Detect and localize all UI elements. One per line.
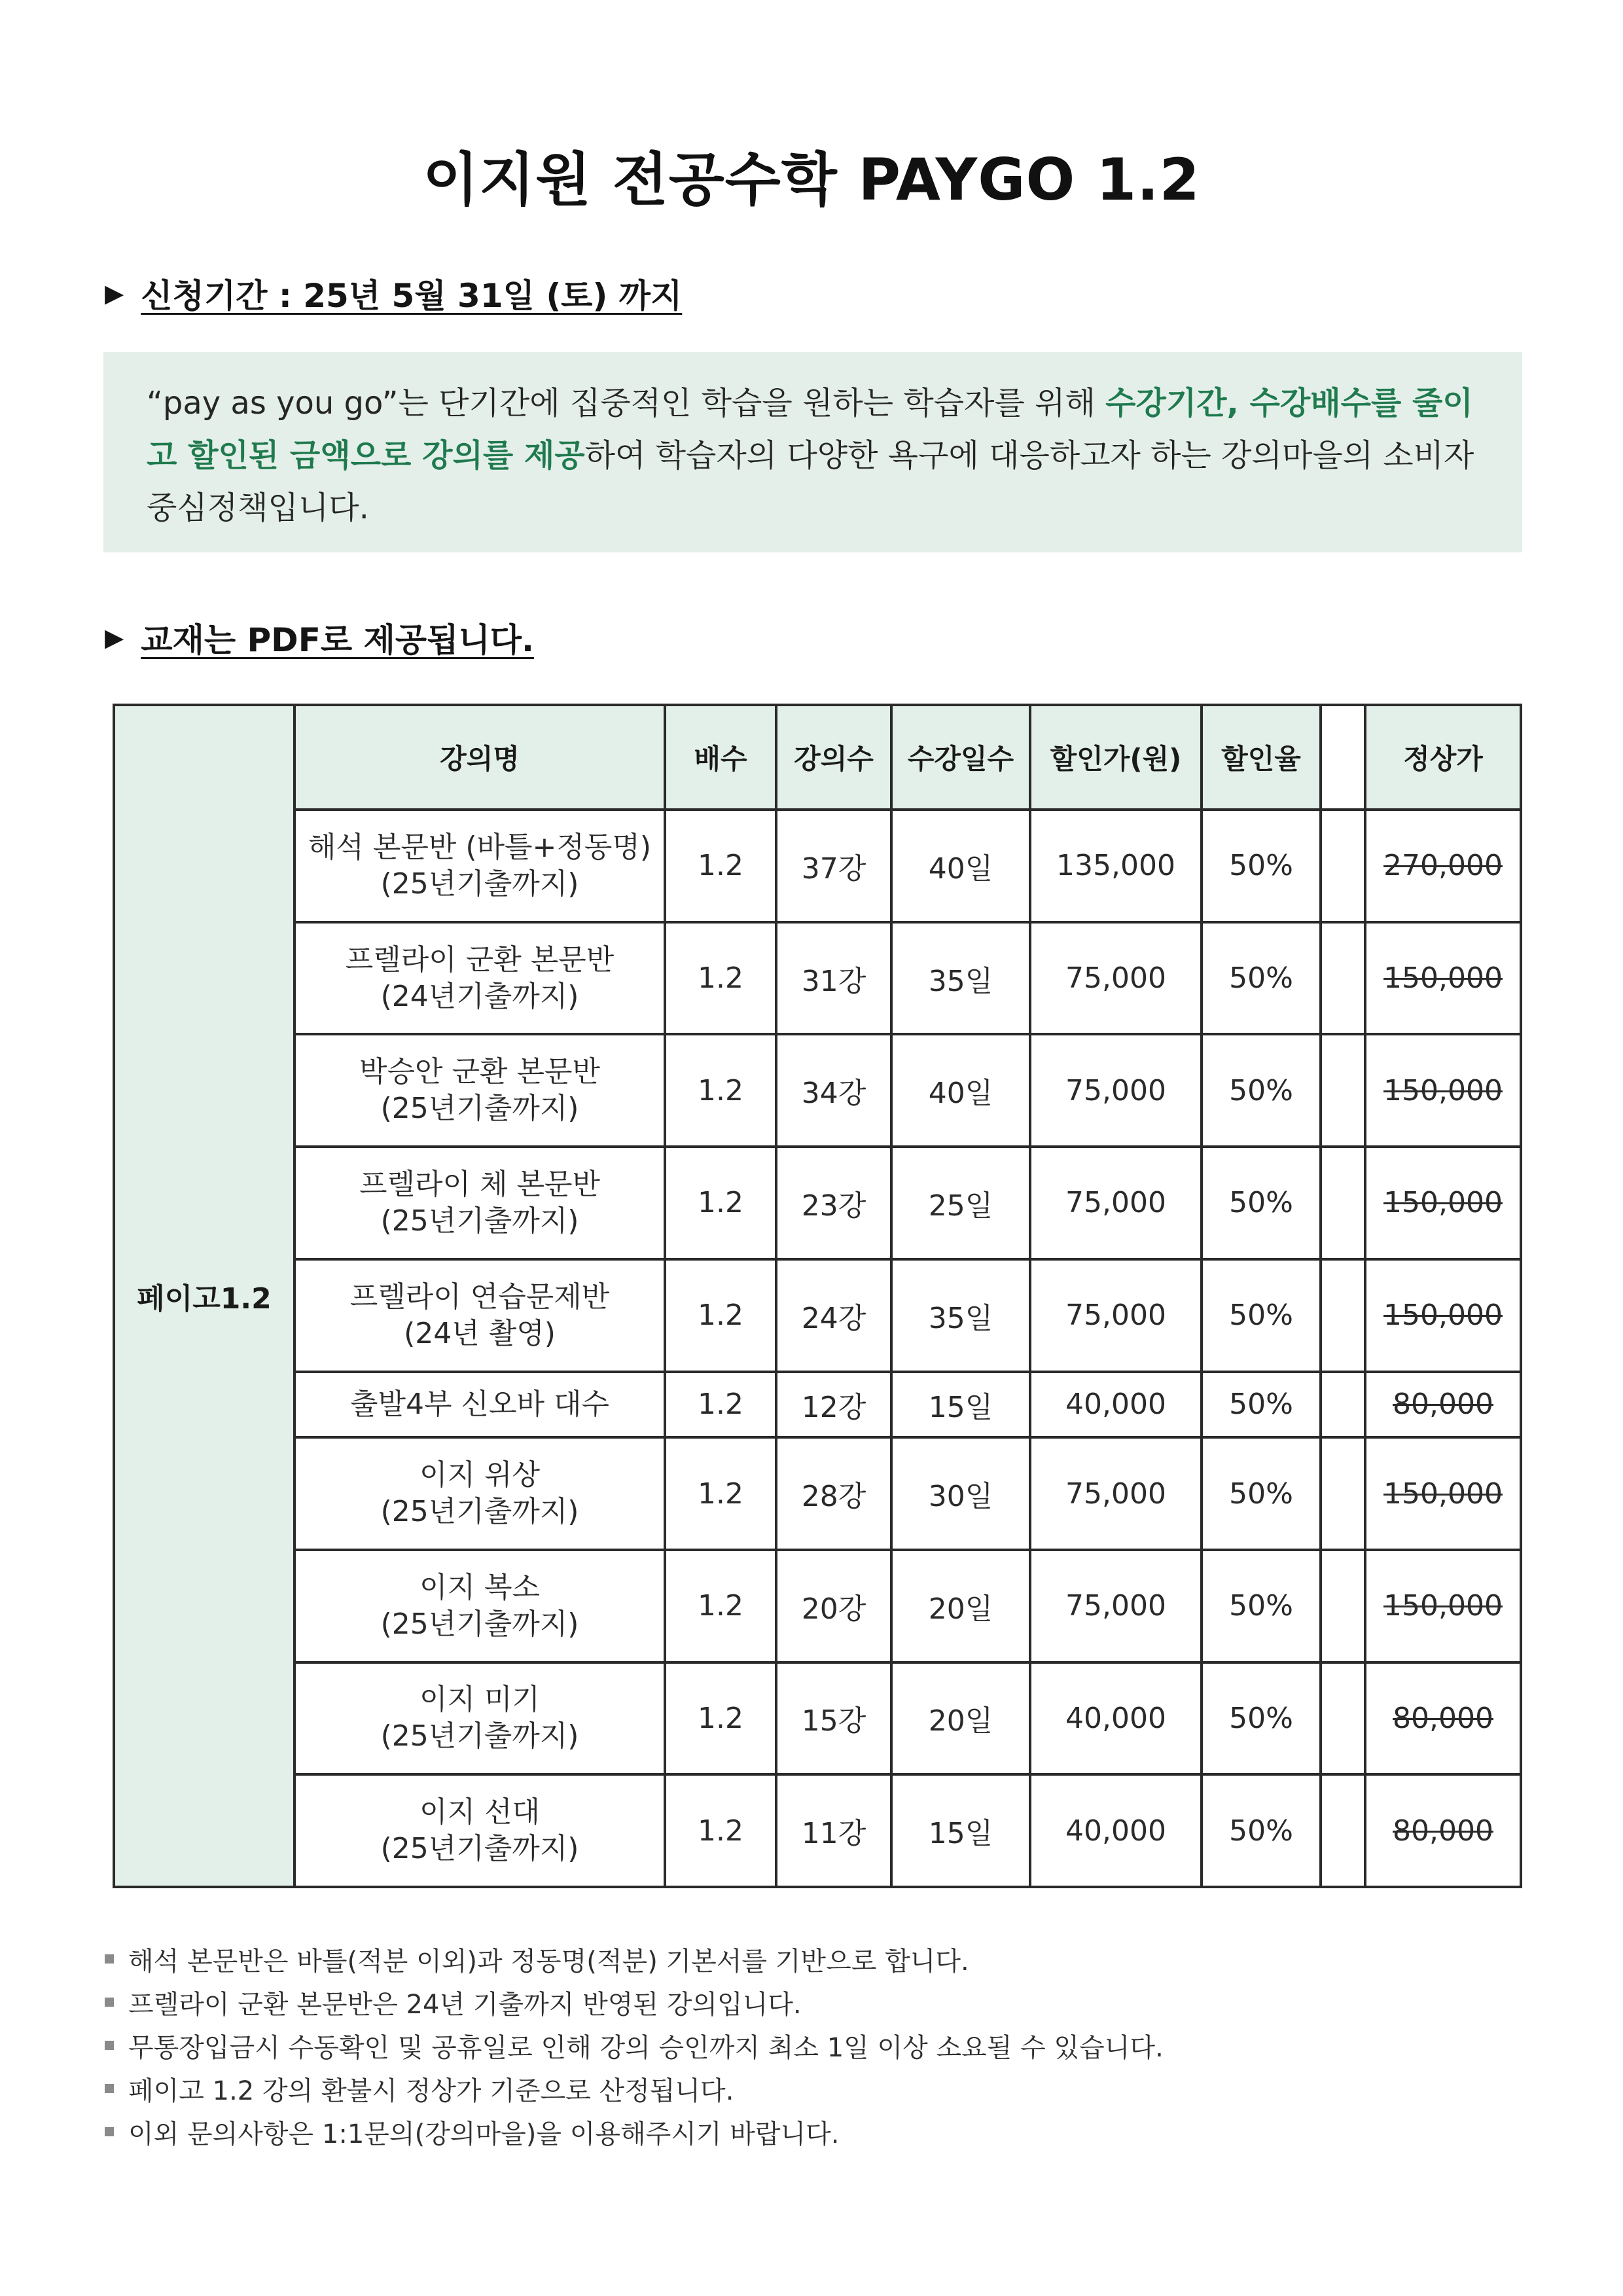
- regular-price-cell: 150,000: [1365, 1259, 1521, 1372]
- price-cell: 75,000: [1030, 1034, 1202, 1147]
- multiplier-cell: 1.2: [665, 1147, 776, 1259]
- note-text: 해석 본문반은 바틀(적분 이외)과 정동명(적분) 기본서를 기반으로 합니다.: [128, 1946, 969, 1977]
- page-title: 이지원 전공수학 PAYGO 1.2: [423, 146, 1200, 213]
- rate-cell: 50%: [1202, 1147, 1321, 1259]
- note-item: [105, 1937, 1544, 1981]
- table-row: [114, 1034, 1521, 1147]
- blank-cell: [1321, 1437, 1365, 1550]
- regular-price-cell: 80,000: [1365, 1774, 1521, 1887]
- price-cell: 75,000: [1030, 922, 1202, 1035]
- price-cell: 75,000: [1030, 1259, 1202, 1372]
- lectures-cell: 15강: [776, 1662, 891, 1775]
- blank-cell: [1321, 1034, 1365, 1147]
- rate-cell: 50%: [1202, 1034, 1321, 1147]
- table-row: [114, 1662, 1521, 1775]
- course-name-line2: (25년기출까지): [380, 1607, 579, 1641]
- lectures-cell: 24강: [776, 1259, 891, 1372]
- triangle-bullet-icon: ▶: [105, 279, 124, 308]
- lectures-cell: 20강: [776, 1550, 891, 1662]
- regular-price-cell: 150,000: [1365, 922, 1521, 1035]
- days-cell: 30일: [891, 1437, 1030, 1550]
- header-lectures: 강의수: [776, 705, 891, 810]
- triangle-bullet-icon: ▶: [105, 623, 124, 652]
- course-table: [113, 704, 1522, 1888]
- course-name: [294, 1437, 665, 1550]
- rate-cell: 50%: [1202, 1259, 1321, 1372]
- table-row: [114, 1147, 1521, 1259]
- header-price: 할인가(원): [1030, 705, 1202, 810]
- multiplier-cell: 1.2: [665, 1550, 776, 1662]
- intro-box: [103, 352, 1522, 552]
- blank-cell: [1321, 1259, 1365, 1372]
- course-name-line1: 이지 선대: [419, 1795, 540, 1829]
- table-row: [114, 1550, 1521, 1662]
- course-name-line1: 프렐라이 체 본문반: [359, 1167, 600, 1201]
- rate-cell: 50%: [1202, 1662, 1321, 1775]
- course-name-line2: (25년기출까지): [380, 1832, 579, 1866]
- note-item: [105, 1981, 1544, 2024]
- pdf-notice: [105, 614, 534, 661]
- rate-cell: 50%: [1202, 1372, 1321, 1438]
- price-cell: 75,000: [1030, 1437, 1202, 1550]
- table-header-row: [114, 705, 1521, 810]
- header-regular: 정상가: [1365, 705, 1521, 810]
- blank-cell: [1321, 1774, 1365, 1887]
- price-cell: 40,000: [1030, 1372, 1202, 1438]
- intro-text-part1: “pay as you go”는 단기간에 집중적인 학습을 원하는 학습자를 위해: [147, 385, 1106, 422]
- course-name-line1: 프렐라이 군환 본문반: [345, 942, 615, 977]
- blank-cell: [1321, 922, 1365, 1035]
- course-name-line1: 이지 미기: [419, 1683, 540, 1717]
- price-cell: 40,000: [1030, 1774, 1202, 1887]
- days-cell: 15일: [891, 1372, 1030, 1438]
- note-text: 프렐라이 군환 본문반은 24년 기출까지 반영된 강의입니다.: [128, 1989, 802, 2020]
- header-name: 강의명: [294, 705, 665, 810]
- multiplier-cell: 1.2: [665, 922, 776, 1035]
- course-name-line2: (25년기출까지): [380, 1092, 579, 1126]
- regular-price-cell: 150,000: [1365, 1437, 1521, 1550]
- square-bullet-icon: [105, 2127, 114, 2136]
- days-cell: 35일: [891, 922, 1030, 1035]
- rate-cell: 50%: [1202, 1437, 1321, 1550]
- course-name-line1: 프렐라이 연습문제반: [349, 1280, 610, 1314]
- note-item: [105, 2024, 1544, 2067]
- days-cell: 40일: [891, 1034, 1030, 1147]
- course-name: [294, 1034, 665, 1147]
- course-name: [294, 1372, 665, 1438]
- course-name-line1: 출발4부 신오바 대수: [350, 1387, 609, 1421]
- multiplier-cell: 1.2: [665, 1774, 776, 1887]
- multiplier-cell: 1.2: [665, 1259, 776, 1372]
- table-row: [114, 1437, 1521, 1550]
- multiplier-cell: 1.2: [665, 1662, 776, 1775]
- table-row: [114, 810, 1521, 922]
- lectures-cell: 37강: [776, 810, 891, 922]
- rate-cell: 50%: [1202, 810, 1321, 922]
- header-days: 수강일수: [891, 705, 1030, 810]
- price-cell: 75,000: [1030, 1550, 1202, 1662]
- note-text: 이외 문의사항은 1:1문의(강의마을)을 이용해주시기 바랍니다.: [128, 2119, 840, 2149]
- regular-price-cell: 150,000: [1365, 1550, 1521, 1662]
- multiplier-cell: 1.2: [665, 1034, 776, 1147]
- lectures-cell: 23강: [776, 1147, 891, 1259]
- course-name-line1: 이지 복소: [419, 1570, 540, 1604]
- course-name: [294, 1550, 665, 1662]
- multiplier-cell: 1.2: [665, 1372, 776, 1438]
- square-bullet-icon: [105, 2041, 114, 2050]
- table-row: [114, 922, 1521, 1035]
- square-bullet-icon: [105, 2084, 114, 2093]
- blank-cell: [1321, 1662, 1365, 1775]
- header-multiplier: 배수: [665, 705, 776, 810]
- days-cell: 40일: [891, 810, 1030, 922]
- course-name: [294, 1259, 665, 1372]
- rate-cell: 50%: [1202, 1550, 1321, 1662]
- pdf-notice-text: 교재는 PDF로 제공됩니다.: [141, 621, 535, 659]
- multiplier-cell: 1.2: [665, 810, 776, 922]
- price-cell: 135,000: [1030, 810, 1202, 922]
- regular-price-cell: 150,000: [1365, 1147, 1521, 1259]
- header-blank: [1321, 705, 1365, 810]
- days-cell: 35일: [891, 1259, 1030, 1372]
- lectures-cell: 31강: [776, 922, 891, 1035]
- days-cell: 20일: [891, 1550, 1030, 1662]
- table-row: [114, 1259, 1521, 1372]
- rate-cell: 50%: [1202, 1774, 1321, 1887]
- course-name-line2: (25년기출까지): [380, 1204, 579, 1238]
- note-text: 무통장입금시 수동확인 및 공휴일로 인해 강의 승인까지 최소 1일 이상 소요될 수 있습니다.: [128, 2032, 1164, 2063]
- course-name: [294, 1662, 665, 1775]
- course-name: [294, 922, 665, 1035]
- note-item: [105, 2110, 1544, 2153]
- course-name-line2: (24년 촬영): [404, 1316, 556, 1350]
- days-cell: 20일: [891, 1662, 1030, 1775]
- regular-price-cell: 270,000: [1365, 810, 1521, 922]
- square-bullet-icon: [105, 1998, 114, 2007]
- regular-price-cell: 150,000: [1365, 1034, 1521, 1147]
- days-cell: 25일: [891, 1147, 1030, 1259]
- price-cell: 40,000: [1030, 1662, 1202, 1775]
- lectures-cell: 12강: [776, 1372, 891, 1438]
- lectures-cell: 11강: [776, 1774, 891, 1887]
- blank-cell: [1321, 1372, 1365, 1438]
- group-label: 페이고1.2: [114, 705, 294, 1887]
- lectures-cell: 34강: [776, 1034, 891, 1147]
- course-name-line2: (25년기출까지): [380, 1495, 579, 1528]
- course-name-line1: 해석 본문반 (바틀+정동명): [308, 830, 652, 864]
- course-name-line2: (24년기출까지): [380, 979, 579, 1013]
- multiplier-cell: 1.2: [665, 1437, 776, 1550]
- price-cell: 75,000: [1030, 1147, 1202, 1259]
- intro-highlight: 수강기간, 수강배수를 줄이고 할인된 금액으로 강의를 제공: [147, 385, 1473, 474]
- course-name-line1: 박승안 군환 본문반: [359, 1055, 600, 1089]
- course-name-line2: (25년기출까지): [380, 867, 579, 901]
- rate-cell: 50%: [1202, 922, 1321, 1035]
- blank-cell: [1321, 1147, 1365, 1259]
- square-bullet-icon: [105, 1954, 114, 1964]
- course-name-line1: 이지 위상: [419, 1458, 540, 1492]
- regular-price-cell: 80,000: [1365, 1372, 1521, 1438]
- table-row: [114, 1774, 1521, 1887]
- course-name-line2: (25년기출까지): [380, 1719, 579, 1753]
- regular-price-cell: 80,000: [1365, 1662, 1521, 1775]
- note-text: 페이고 1.2 강의 환불시 정상가 기준으로 산정됩니다.: [128, 2075, 734, 2106]
- application-period: [105, 270, 682, 317]
- table-row: [114, 1372, 1521, 1438]
- course-name: [294, 810, 665, 922]
- days-cell: 15일: [891, 1774, 1030, 1887]
- course-name: [294, 1774, 665, 1887]
- course-name: [294, 1147, 665, 1259]
- blank-cell: [1321, 1550, 1365, 1662]
- header-rate: 할인율: [1202, 705, 1321, 810]
- lectures-cell: 28강: [776, 1437, 891, 1550]
- application-period-text: 신청기간 : 25년 5월 31일 (토) 까지: [141, 277, 683, 315]
- note-item: [105, 2067, 1544, 2110]
- intro-text-part2: 하여 학습자의 다양한 욕구에 대응하고자 하는 강의마을의 소비자 중심정책입니다.: [147, 437, 1474, 526]
- blank-cell: [1321, 810, 1365, 922]
- notes-list: [105, 1937, 1544, 2153]
